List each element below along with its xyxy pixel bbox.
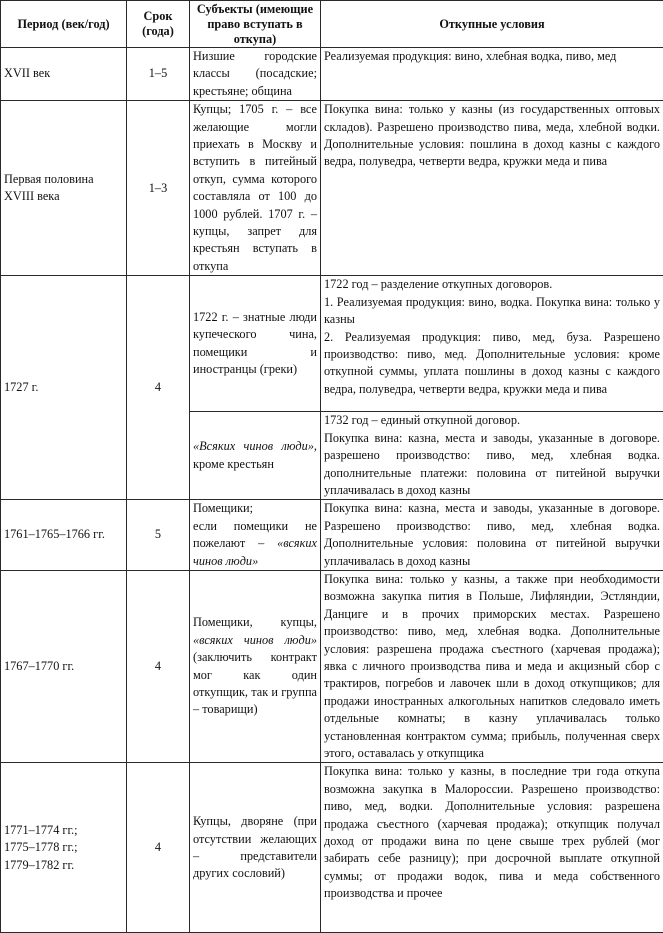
subjects-cell: 1722 г. – знатные люди купеческого чина, помещики и иностранцы (греки) bbox=[190, 276, 321, 412]
subjects-cell bbox=[190, 412, 321, 500]
table-row bbox=[1, 276, 663, 412]
conditions-cell: Покупка вина: казна, места и заводы, указанные в договоре. Разрешено производство: пиво, мед, хлебная водка. Дополнительные условия: половина от питейной выручки уплачивалась в доход казны bbox=[321, 500, 663, 571]
conditions-line: 1. Реализуемая продукция: вино, водка. Покупка вина: только у казны bbox=[324, 294, 660, 329]
subjects-text: если помещики не пожелают – bbox=[193, 519, 317, 550]
conditions-cell: Покупка вина: только у казны (из государственных оптовых складов). Разрешено производство пива, меда, хлебной водки. Дополнительные условия: пошлина в доход казны с каждого ведра, полуведра, четверти ведра, кружки меда и пива bbox=[321, 101, 663, 276]
table-row bbox=[1, 763, 663, 933]
header-row bbox=[1, 1, 663, 48]
subjects-italic: «Всяких чинов люди» bbox=[193, 439, 314, 453]
header-conditions: Откупные условия bbox=[321, 1, 663, 48]
subjects-cell: Купцы; 1705 г. – все желающие могли приехать в Москву и вступить в питейный откуп, сумма которого составляла от 100 до 1000 рублей. 1707 г. – купцы, запрет для крестьян вступать в откупа bbox=[190, 101, 321, 276]
conditions-cell: Реализуемая продукция: вино, хлебная водка, пиво, мед bbox=[321, 48, 663, 101]
conditions-cell: Покупка вина: только у казны, а также при необходимости возможна закупка пития в Польше, Лифляндии, Эстляндии, Данциге и в прочих приморских местах. Разрешено производство: пиво, мед, хлебная водка. Дополнительные условия: разрешена продажа съестного (харчевая продажа); явка с личного производства пива и меда и акцизный сбор с трактиров, погребов и лавочек шли в доход откупщиков; для продажи иностранных алкогольных напитков следовало иметь отдельные комнаты; в казну уплачивалась только установленная контрактом сумма; прибыль, полученная сверх этого, оставалась у откупщика bbox=[321, 570, 663, 762]
subjects-cell: Купцы, дворяне (при отсутствии желающих – представители других сословий) bbox=[190, 763, 321, 933]
conditions-line: 2. Реализуемая продукция: пиво, мед, буза. Разрешено производство: пиво, мед. Дополнительные условия: кроме откупной суммы, уплата пошлины в доход казны с каждого ведра, полуведра, четверти ведра, кружки меда и пива bbox=[324, 329, 660, 399]
conditions-line: 1722 год – разделение откупных договоров. bbox=[324, 276, 660, 293]
subjects-text: Помещики, купцы, bbox=[193, 615, 317, 629]
conditions-line: 1732 год – единый откупной договор. bbox=[324, 412, 660, 429]
conditions-line: Покупка вина: казна, места и заводы, указанные в договоре. разрешено производство: пиво, мед, хлебная водка. дополнительные платежи: половина от питейной выручки уплачивалась в доход казны bbox=[324, 430, 660, 500]
header-term: Срок (года) bbox=[127, 1, 190, 48]
subjects-italic: «всяких чинов люди» bbox=[193, 633, 317, 647]
period-line: 1771–1774 гг.; bbox=[4, 822, 123, 839]
period-cell: XVII век bbox=[1, 48, 127, 101]
subjects-cell: Низшие городские классы (посадские; крестьяне; община bbox=[190, 48, 321, 101]
term-cell: 1–3 bbox=[127, 101, 190, 276]
term-cell: 4 bbox=[127, 570, 190, 762]
subjects-text: (заключить контракт мог как один откупщик, так и группа – товарищи) bbox=[193, 650, 317, 716]
period-cell: Первая половина XVIII века bbox=[1, 101, 127, 276]
subjects-cell bbox=[190, 570, 321, 762]
table-row bbox=[1, 570, 663, 762]
period-line: 1775–1778 гг.; bbox=[4, 839, 123, 856]
period-cell: 1761–1765–1766 гг. bbox=[1, 500, 127, 571]
table-row bbox=[1, 101, 663, 276]
term-cell: 4 bbox=[127, 763, 190, 933]
conditions-cell: Покупка вина: только у казны, в последние три года откупа возможна закупка в Малороссии. Разрешено производство: пиво, мед, водки. Дополнительные условия: разрешена продажа съестного (харчевая продажа); откупщик получал доход от продажи вина по цене свыше трех рублей (мог забирать себе разницу); при досрочной выплате откупной суммы; от продажи водок, пива и меда собственного производства и прочее bbox=[321, 763, 663, 933]
period-cell: 1727 г. bbox=[1, 276, 127, 500]
term-cell: 1–5 bbox=[127, 48, 190, 101]
term-cell: 4 bbox=[127, 276, 190, 500]
subjects-text: Помещики; bbox=[193, 500, 317, 517]
term-cell: 5 bbox=[127, 500, 190, 571]
conditions-cell bbox=[321, 412, 663, 500]
period-cell: 1767–1770 гг. bbox=[1, 570, 127, 762]
subjects-cell bbox=[190, 500, 321, 571]
table-row bbox=[1, 500, 663, 571]
table-row bbox=[1, 48, 663, 101]
subjects-text: , кроме крестьян bbox=[193, 439, 317, 470]
header-subjects: Субъекты (имеющие право вступать в откупа) bbox=[190, 1, 321, 48]
period-cell bbox=[1, 763, 127, 933]
subjects-italic: «всяких чинов люди» bbox=[193, 536, 317, 567]
header-period: Период (век/год) bbox=[1, 1, 127, 48]
conditions-cell bbox=[321, 276, 663, 412]
period-line: 1779–1782 гг. bbox=[4, 857, 123, 874]
